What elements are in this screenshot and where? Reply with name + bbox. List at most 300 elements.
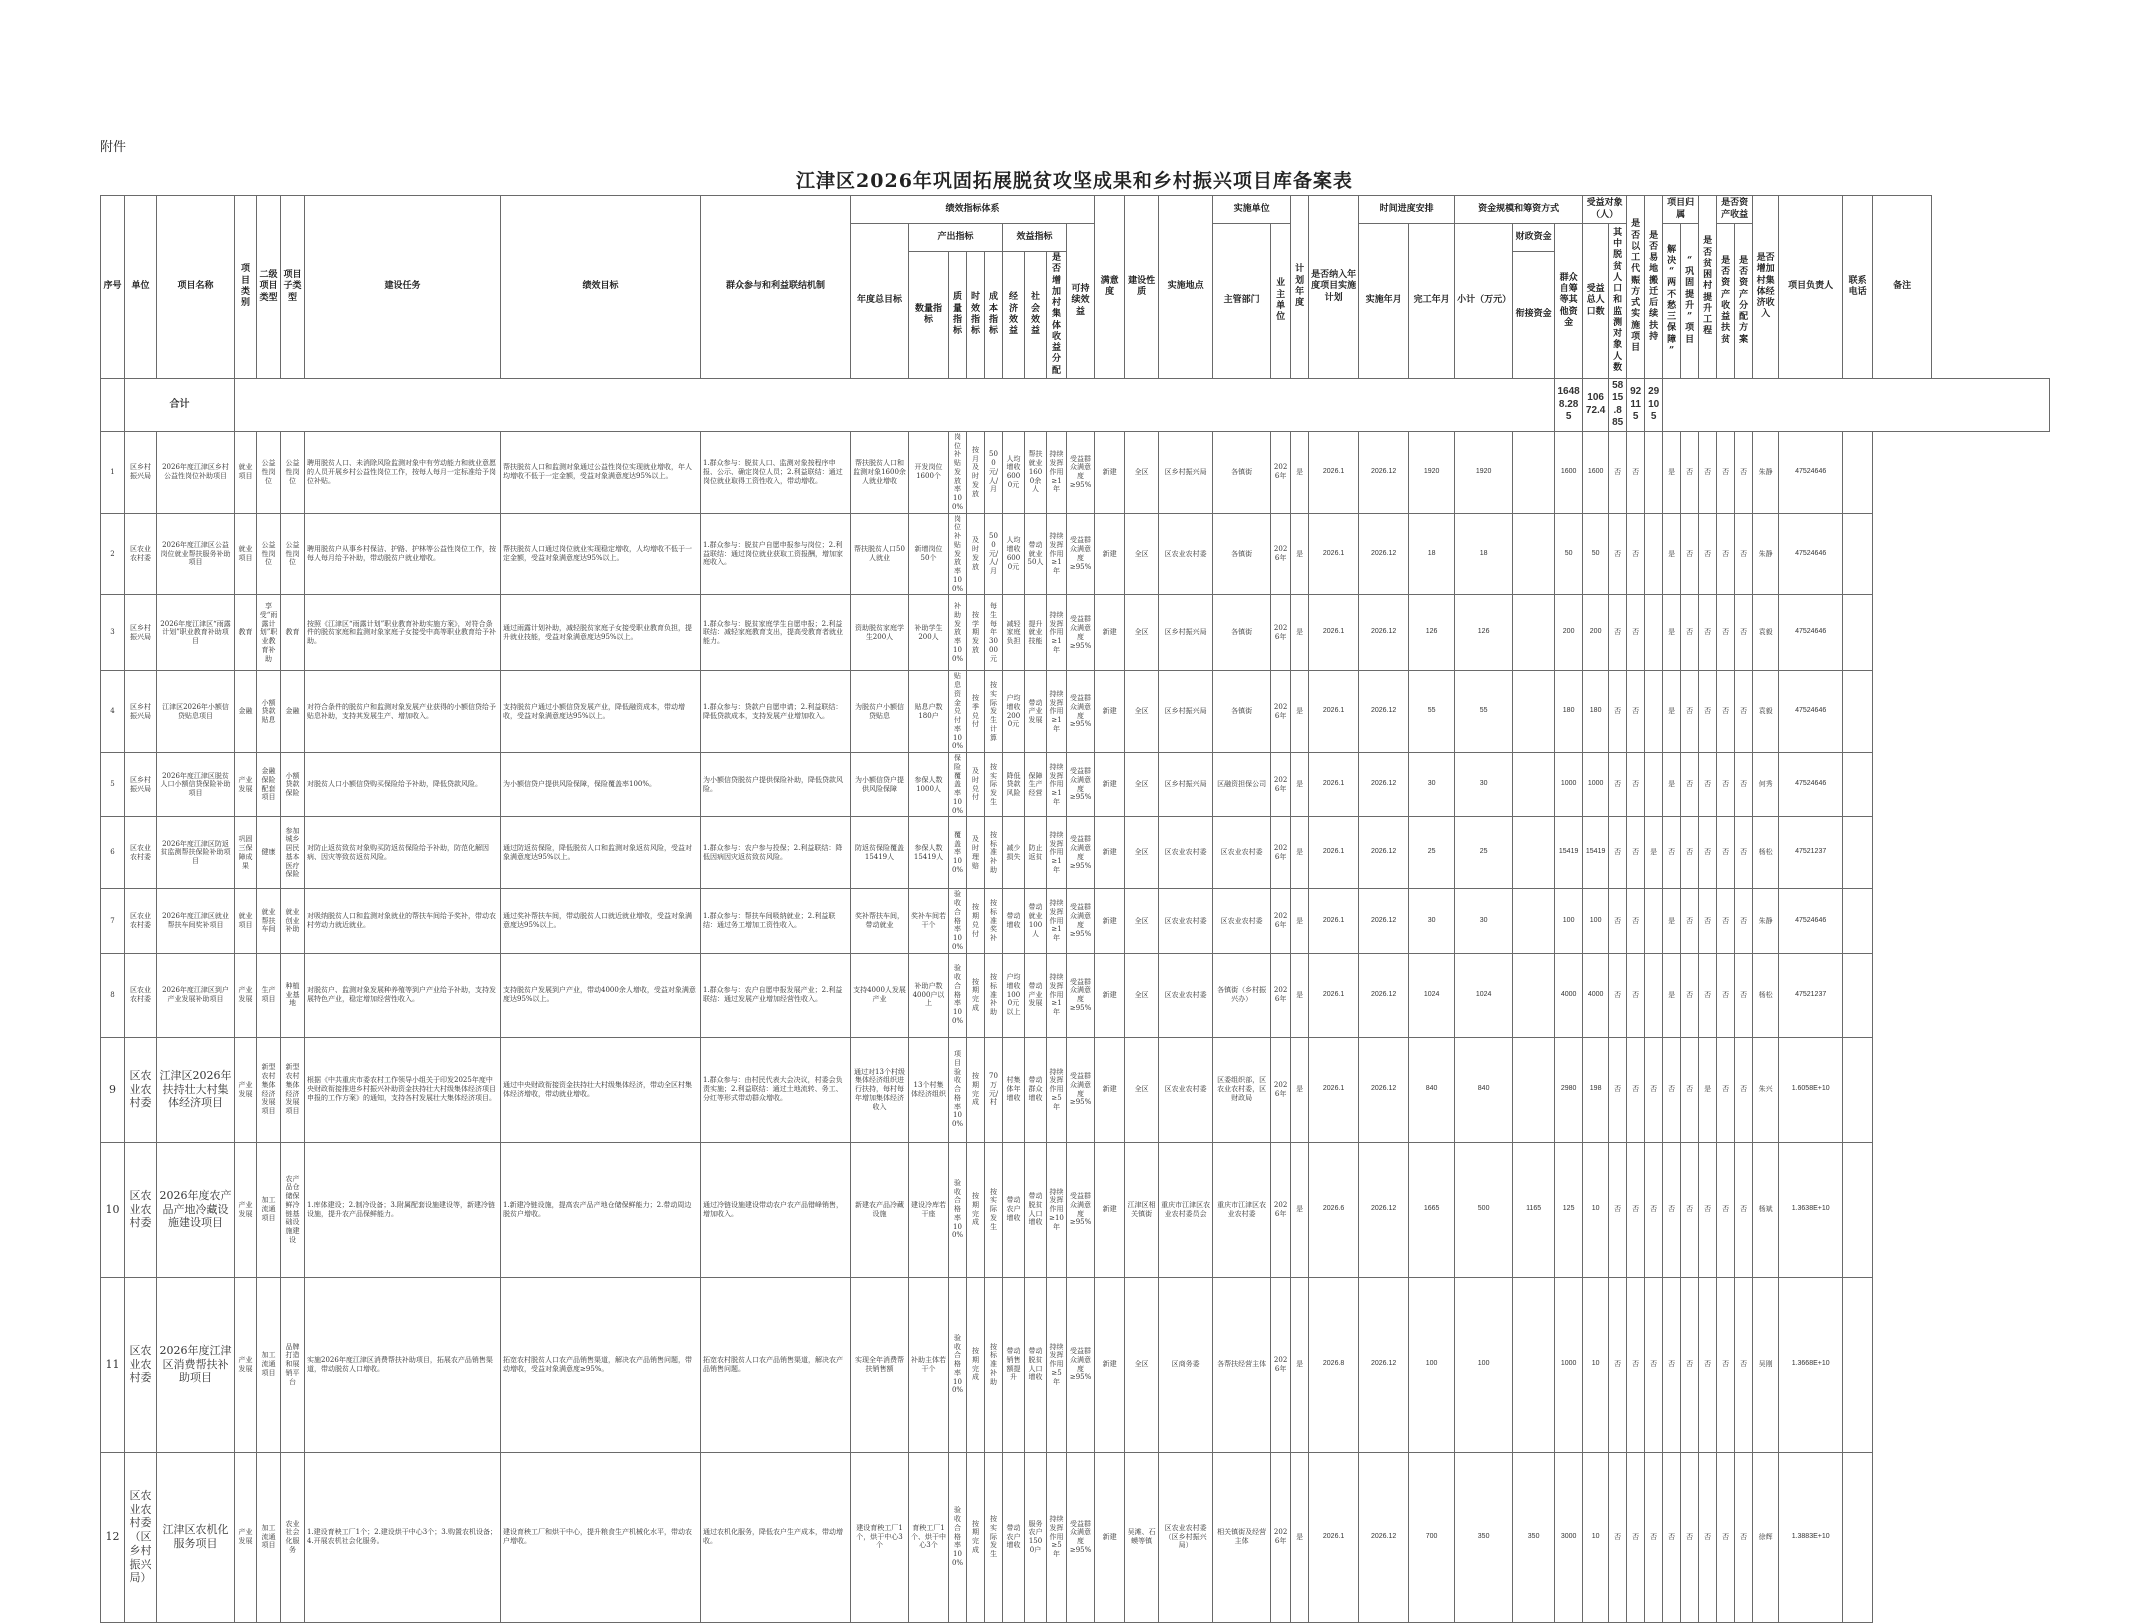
cell-owner: 相关镇街及经营主体: [1213, 1452, 1271, 1622]
cell-self: [1513, 1037, 1555, 1142]
cell-poor: 10: [1583, 1452, 1609, 1622]
cell-year: 2026年: [1271, 513, 1291, 595]
cell-inplan: 是: [1291, 1142, 1309, 1277]
cell-seq: 2: [101, 513, 125, 595]
cell-quality: 覆盖率100%: [949, 817, 967, 889]
cell-asset: 否: [1627, 889, 1645, 953]
cell-ben: 1000: [1555, 753, 1583, 817]
cell-nature: 新建: [1095, 1037, 1125, 1142]
cell-quality: 贴息资金兑付率100%: [949, 671, 967, 753]
cell-qty: 参保人数15419人: [909, 817, 949, 889]
cell-cost: 500元/人/月: [985, 431, 1003, 513]
cell-nature: 新建: [1095, 671, 1125, 753]
cell-end: 2026.12: [1359, 1277, 1409, 1452]
cell-leader: 何秀: [1753, 753, 1779, 817]
summary-self-fund: 5815.885: [1609, 378, 1627, 431]
cell-ab1: 否: [1699, 513, 1717, 595]
cell-inplan: 是: [1291, 1037, 1309, 1142]
cell-inplan: 是: [1291, 595, 1309, 671]
cell-sup: 区乡村振兴局: [1159, 671, 1213, 753]
cell-sustain: 持续发挥作用≥1年: [1047, 889, 1067, 953]
cell-social: 带动产业发展: [1025, 953, 1047, 1037]
cell-year: 2026年: [1271, 753, 1291, 817]
cell-end: 2026.12: [1359, 953, 1409, 1037]
cell-sustain: 持续发挥作用≥1年: [1047, 513, 1067, 595]
cell-sat: 受益群众满意度≥95%: [1067, 1142, 1095, 1277]
cell-coll: 否: [1735, 953, 1753, 1037]
cell-fiscal: 30: [1455, 889, 1513, 953]
cell-ben: 180: [1555, 671, 1583, 753]
cell-asset: 否: [1627, 1142, 1645, 1277]
cell-sustain: 持续发挥作用≥10年: [1047, 1142, 1067, 1277]
cell-content: 根据《中共重庆市委农村工作领导小组关于印发2025年度中央财政衔接推进乡村振兴补助资金扶持壮大村级集体经济项目申报的工作方案》的通知，支持各村发展壮大集体经济项目。: [305, 1037, 501, 1142]
cell-seq: 10: [101, 1142, 125, 1277]
cell-ab1: 否: [1699, 953, 1717, 1037]
cell-loc: 江津区相关镇街: [1125, 1142, 1159, 1277]
cell-social: 服务农户1500户: [1025, 1452, 1047, 1622]
cell-inplan: 是: [1291, 1452, 1309, 1622]
cell-link: 1.群众参与：贷款户自愿申请；2.利益联结：降低贷款成本，支持发展产业增加收入。: [701, 671, 851, 753]
cell-sustain: 持续发挥作用≥1年: [1047, 671, 1067, 753]
cell-phone: 1.6058E+10: [1779, 1037, 1843, 1142]
cell-phone: 1.3668E+10: [1779, 1277, 1843, 1452]
header-effect: 效益指标: [1003, 224, 1067, 252]
table-row: [101, 595, 2050, 671]
cell-econ: 户均增收1000元以上: [1003, 953, 1025, 1037]
cell-t1: 产业发展: [235, 953, 257, 1037]
cell-sup: 区乡村振兴局: [1159, 753, 1213, 817]
table-row: [101, 1037, 2050, 1142]
cell-ab1: 否: [1699, 1277, 1717, 1452]
cell-total: 1024: [1409, 953, 1455, 1037]
cell-seq: 7: [101, 889, 125, 953]
cell-link: 1.群众参与：脱贫家庭学生自愿申报；2.利益联结：减轻家庭教育支出，提高受教育者就业能力。: [701, 595, 851, 671]
cell-ab1: 否: [1699, 1142, 1717, 1277]
cell-content: 实施2026年度江津区消费帮扶补助项目，拓展农产品销售渠道，带动脱贫人口增收。: [305, 1277, 501, 1452]
cell-econ: 带动农户增收: [1003, 1452, 1025, 1622]
cell-t2: 健康: [257, 817, 281, 889]
cell-work: 否: [1609, 953, 1627, 1037]
cell-t3: 农产品仓储保鲜冷链基础设施建设: [281, 1142, 305, 1277]
cell-econ: 人均增收6000元: [1003, 431, 1025, 513]
cell-start: 2026.1: [1309, 817, 1359, 889]
table-row: [101, 953, 2050, 1037]
cell-sup: 区农业农村委: [1159, 513, 1213, 595]
document-title: 江津区2026年巩固拓展脱贫攻坚成果和乡村振兴项目库备案表: [796, 170, 1353, 192]
cell-total: 25: [1409, 817, 1455, 889]
cell-cost: 按标准奖补: [985, 889, 1003, 953]
header-fiscal: 财政资金: [1513, 224, 1555, 252]
cell-seq: 4: [101, 671, 125, 753]
header-schedule: 时间进度安排: [1359, 196, 1455, 224]
cell-link: 为小额信贷脱贫户提供保险补助，降低贷款风险。: [701, 753, 851, 817]
cell-name: 2026年度江津区乡村公益性岗位补助项目: [157, 431, 235, 513]
cell-sup: 区农业农村委: [1159, 889, 1213, 953]
header-type3: 项目子类型: [281, 196, 305, 379]
cell-sustain: 持续发挥作用≥1年: [1047, 953, 1067, 1037]
cell-link: 1.群众参与：农户自愿申报发展产业；2.利益联结：通过发展产业增加经营性收入。: [701, 953, 851, 1037]
cell-start: 2026.1: [1309, 753, 1359, 817]
cell-ab1: 否: [1699, 671, 1717, 753]
cell-sup: 重庆市江津区农业农村委员会: [1159, 1142, 1213, 1277]
cell-self: [1513, 953, 1555, 1037]
table-row: [101, 431, 2050, 513]
cell-cons: 否: [1681, 431, 1699, 513]
cell-phone: 47524646: [1779, 753, 1843, 817]
cell-dept: 区农业农村委（区乡村振兴局）: [125, 1452, 157, 1622]
cell-t3: 公益性岗位: [281, 513, 305, 595]
cell-a: [1645, 671, 1663, 753]
cell-t1: 就业项目: [235, 513, 257, 595]
cell-t3: 小额贷款保险: [281, 753, 305, 817]
cell-goal: 1.新建冷链设施，提高农产品产地仓储保鲜能力；2.带动周边脱贫户增收。: [501, 1142, 701, 1277]
cell-asset: 否: [1627, 953, 1645, 1037]
cell-end: 2026.12: [1359, 889, 1409, 953]
cell-coll: 否: [1735, 1452, 1753, 1622]
header-attr-b: “巩固提升”项目: [1681, 224, 1699, 379]
annex-label: 附件: [100, 140, 127, 155]
cell-econ: 减轻家庭负担: [1003, 595, 1025, 671]
cell-total: 126: [1409, 595, 1455, 671]
cell-cons: 否: [1681, 595, 1699, 671]
cell-total: 18: [1409, 513, 1455, 595]
cell-loc: 吴滩、石蟆等镇: [1125, 1452, 1159, 1622]
cell-econ: 带动农户增收: [1003, 1142, 1025, 1277]
cell-goal2: 为小额信贷户提供风险保障: [851, 753, 909, 817]
cell-sat: 受益群众满意度≥95%: [1067, 671, 1095, 753]
cell-nature: 新建: [1095, 817, 1125, 889]
cell-sat: 受益群众满意度≥95%: [1067, 1037, 1095, 1142]
cell-content: 对脱贫人口小额信贷购买保险给予补助，降低贷款风险。: [305, 753, 501, 817]
cell-self: [1513, 513, 1555, 595]
cell-sup: 区农业农村委: [1159, 817, 1213, 889]
cell-t1: 巩固三保障成果: [235, 817, 257, 889]
cell-phone: 47524646: [1779, 595, 1843, 671]
cell-ab1: 否: [1699, 753, 1717, 817]
cell-owner: 重庆市江津区农业农村委: [1213, 1142, 1271, 1277]
cell-end: 2026.12: [1359, 753, 1409, 817]
cell-qty: 育秧工厂1个、烘干中心3个: [909, 1452, 949, 1622]
cell-loc: 全区: [1125, 817, 1159, 889]
cell-t1: 产业发展: [235, 1452, 257, 1622]
cell-inplan: 是: [1291, 753, 1309, 817]
cell-content: 聘用脱贫人口、未消除风险监测对象中有劳动能力和就业意愿的人员开展乡村公益性岗位工作，按每人每月一定标准给予岗位补贴。: [305, 431, 501, 513]
header-asset-a: 是否资产收益扶贫: [1717, 224, 1735, 379]
cell-remark: [1843, 431, 1873, 513]
cell-seq: 8: [101, 953, 125, 1037]
header-ben-poor: 其中脱贫人口和监测对象人数: [1609, 224, 1627, 379]
cell-qty: 奖补车间若干个: [909, 889, 949, 953]
header-total: 小计（万元）: [1455, 224, 1513, 379]
cell-t1: 就业项目: [235, 889, 257, 953]
cell-time: 按期完成: [967, 1037, 985, 1142]
cell-goal: 通过雨露计划补助，减轻脱贫家庭子女接受职业教育负担，提升就业技能，受益对象满意度达95%以上。: [501, 595, 701, 671]
cell-leader: 朱兴: [1753, 1037, 1779, 1142]
cell-nature: 新建: [1095, 753, 1125, 817]
cell-b: 否: [1663, 1452, 1681, 1622]
cell-end: 2026.12: [1359, 1452, 1409, 1622]
cell-content: 对吸纳脱贫人口和监测对象就业的帮扶车间给予奖补，带动农村劳动力就近就业。: [305, 889, 501, 953]
cell-t1: 产业发展: [235, 753, 257, 817]
cell-social: 带动脱贫人口增收: [1025, 1277, 1047, 1452]
cell-t2: 加工流通项目: [257, 1452, 281, 1622]
cell-start: 2026.1: [1309, 671, 1359, 753]
cell-goal2: 建设育秧工厂1个，烘干中心3个: [851, 1452, 909, 1622]
cell-remark: [1843, 753, 1873, 817]
cell-dept: 区乡村振兴局: [125, 595, 157, 671]
cell-total: 840: [1409, 1037, 1455, 1142]
cell-b: 是: [1663, 431, 1681, 513]
cell-work: 否: [1609, 431, 1627, 513]
cell-goal2: 新建农产品冷藏设施: [851, 1142, 909, 1277]
cell-cost: 70万元/村: [985, 1037, 1003, 1142]
cell-self: [1513, 431, 1555, 513]
cell-ben: 1600: [1555, 431, 1583, 513]
cell-qty: 贴息户数180户: [909, 671, 949, 753]
header-asset-first: 是否易地搬迁后续扶持: [1645, 196, 1663, 379]
cell-poor: 1000: [1583, 753, 1609, 817]
cell-ab1: 否: [1699, 595, 1717, 671]
cell-phone: 1.3638E+10: [1779, 1142, 1843, 1277]
cell-nature: 新建: [1095, 889, 1125, 953]
summary-ben-poor: 29105: [1645, 378, 1663, 431]
cell-work: 否: [1609, 1037, 1627, 1142]
cell-time: 按期完成: [967, 1142, 985, 1277]
cell-ab1: 是: [1699, 1037, 1717, 1142]
table-row: [101, 671, 2050, 753]
cell-t2: 金融保险配套项目: [257, 753, 281, 817]
cell-coll: 否: [1735, 1277, 1753, 1452]
cell-link: 1.群众参与：农户参与投保；2.利益联结：降低因病因灾返贫致贫风险。: [701, 817, 851, 889]
cell-ben: 15419: [1555, 817, 1583, 889]
cell-end: 2026.12: [1359, 1037, 1409, 1142]
cell-sup: 区农业农村委（区乡村振兴局）: [1159, 1452, 1213, 1622]
cell-seq: 9: [101, 1037, 125, 1142]
cell-owner: 区融资担保公司: [1213, 753, 1271, 817]
cell-ab1: 否: [1699, 1452, 1717, 1622]
header-dept: 单位: [125, 196, 157, 379]
cell-time: 按期完成: [967, 1452, 985, 1622]
cell-t2: 公益性岗位: [257, 513, 281, 595]
header-output-quality: 质量指标: [949, 252, 967, 379]
header-effect-collective: 是否增加村集体收益分配: [1047, 252, 1067, 379]
header-phone: 联系电话: [1843, 196, 1873, 379]
cell-cons: 否: [1681, 1142, 1699, 1277]
header-asset-b: 是否资产分配方案: [1735, 224, 1753, 379]
cell-work: 否: [1609, 753, 1627, 817]
cell-t1: 产业发展: [235, 1037, 257, 1142]
cell-owner: 区委组织部，区农业农村委，区财政局: [1213, 1037, 1271, 1142]
cell-poor: 180: [1583, 671, 1609, 753]
cell-asset: 否: [1627, 513, 1645, 595]
cell-goal: 支持脱贫户发展到户产业，带动4000余人增收，受益对象满意度达95%以上。: [501, 953, 701, 1037]
cell-cost: 每生每年3000元: [985, 595, 1003, 671]
cell-total: 1665: [1409, 1142, 1455, 1277]
cell-sat: 受益群众满意度≥95%: [1067, 1277, 1095, 1452]
cell-goal2: 奖补帮扶车间，带动就业: [851, 889, 909, 953]
cell-sustain: 持续发挥作用≥1年: [1047, 595, 1067, 671]
cell-work: 否: [1609, 1277, 1627, 1452]
cell-seq: 11: [101, 1277, 125, 1452]
cell-start: 2026.1: [1309, 1452, 1359, 1622]
cell-econ: 户均增收2000元: [1003, 671, 1025, 753]
cell-t3: 公益性岗位: [281, 431, 305, 513]
cell-inplan: 是: [1291, 513, 1309, 595]
cell-t1: 教育: [235, 595, 257, 671]
cell-quality: 验收合格率100%: [949, 953, 967, 1037]
cell-remark: [1843, 889, 1873, 953]
cell-ab2: 否: [1717, 513, 1735, 595]
cell-time: 按期兑付: [967, 889, 985, 953]
cell-seq: 12: [101, 1452, 125, 1622]
cell-quality: 项目验收合格率100%: [949, 1037, 967, 1142]
cell-coll: 否: [1735, 753, 1753, 817]
cell-time: 按学期发放: [967, 595, 985, 671]
cell-sup: 区乡村振兴局: [1159, 431, 1213, 513]
cell-sustain: 持续发挥作用≥1年: [1047, 817, 1067, 889]
cell-ab2: 否: [1717, 889, 1735, 953]
cell-asset: 否: [1627, 1037, 1645, 1142]
cell-coll: 否: [1735, 671, 1753, 753]
cell-ben: 200: [1555, 595, 1583, 671]
cell-remark: [1843, 1277, 1873, 1452]
cell-year: 2026年: [1271, 595, 1291, 671]
cell-t2: 生产项目: [257, 953, 281, 1037]
cell-t2: 公益性岗位: [257, 431, 281, 513]
header-owner: 业主单位: [1271, 224, 1291, 379]
cell-b: 是: [1663, 513, 1681, 595]
cell-cons: 否: [1681, 889, 1699, 953]
cell-goal: 拓宽农村脱贫人口农产品销售渠道，解决农产品销售问题，带动增收，受益对象满意度≥95%。: [501, 1277, 701, 1452]
cell-dept: 区农业农村委: [125, 1037, 157, 1142]
cell-leader: 杨斌: [1753, 1142, 1779, 1277]
cell-content: 对符合条件的脱贫户和监测对象发展产业获得的小额信贷给予贴息补助，支持其发展生产、增加收入。: [305, 671, 501, 753]
cell-asset: 否: [1627, 1452, 1645, 1622]
cell-loc: 全区: [1125, 1037, 1159, 1142]
cell-fiscal: 500: [1455, 1142, 1513, 1277]
cell-leader: 朱静: [1753, 431, 1779, 513]
project-table-container: [100, 195, 2050, 1623]
cell-end: 2026.12: [1359, 513, 1409, 595]
cell-econ: 减少损失: [1003, 817, 1025, 889]
header-type1: 项目类别: [235, 196, 257, 379]
cell-social: 提升就业技能: [1025, 595, 1047, 671]
cell-content: 按照《江津区“雨露计划”职业教育补助实施方案》，对符合条件的脱贫家庭和监测对象家庭子女接受中高等职业教育给予补助。: [305, 595, 501, 671]
header-effect-econ: 经济效益: [1003, 252, 1025, 379]
cell-inplan: 是: [1291, 1277, 1309, 1452]
cell-t2: 享受“雨露计划”职业教育补助: [257, 595, 281, 671]
cell-loc: 全区: [1125, 431, 1159, 513]
cell-ab2: 否: [1717, 817, 1735, 889]
cell-t3: 参加城乡居民基本医疗保险: [281, 817, 305, 889]
header-seq: 序号: [101, 196, 125, 379]
cell-phone: 47521237: [1779, 953, 1843, 1037]
cell-leader: 朱静: [1753, 513, 1779, 595]
cell-content: 对防止返贫致贫对象购买防返贫保险给予补助，防范化解因病、因灾等致贫返贫风险。: [305, 817, 501, 889]
cell-leader: 朱静: [1753, 889, 1779, 953]
table-row: [101, 1142, 2050, 1277]
cell-cons: 否: [1681, 1037, 1699, 1142]
cell-fiscal: 840: [1455, 1037, 1513, 1142]
cell-cost: 按实际发生: [985, 1142, 1003, 1277]
cell-end: 2026.12: [1359, 817, 1409, 889]
cell-ab2: 否: [1717, 1142, 1735, 1277]
cell-t3: 新型农村集体经济发展项目: [281, 1037, 305, 1142]
cell-poor: 4000: [1583, 953, 1609, 1037]
cell-poor: 200: [1583, 595, 1609, 671]
cell-start: 2026.1: [1309, 595, 1359, 671]
cell-t3: 金融: [281, 671, 305, 753]
cell-self: [1513, 753, 1555, 817]
summary-total: 16488.285: [1555, 378, 1583, 431]
cell-end: 2026.12: [1359, 431, 1409, 513]
cell-link: 通过农机化服务，降低农户生产成本，带动增收。: [701, 1452, 851, 1622]
cell-fiscal: 126: [1455, 595, 1513, 671]
cell-t2: 就业帮扶车间: [257, 889, 281, 953]
cell-remark: [1843, 1142, 1873, 1277]
cell-work: 否: [1609, 889, 1627, 953]
cell-a: [1645, 595, 1663, 671]
cell-self: [1513, 595, 1555, 671]
cell-sat: 受益群众满意度≥95%: [1067, 431, 1095, 513]
cell-ben: 50: [1555, 513, 1583, 595]
cell-total: 30: [1409, 889, 1455, 953]
cell-content: 1.建设育秧工厂1个；2.建设烘干中心3个；3.购置农机设备；4.开展农机社会化服务。: [305, 1452, 501, 1622]
header-content: 建设任务: [305, 196, 501, 379]
cell-owner: 各镇街: [1213, 431, 1271, 513]
cell-year: 2026年: [1271, 889, 1291, 953]
cell-sup: 区农业农村委: [1159, 953, 1213, 1037]
cell-loc: 全区: [1125, 513, 1159, 595]
cell-year: 2026年: [1271, 1142, 1291, 1277]
cell-a: [1645, 431, 1663, 513]
header-in-plan: 是否纳入年度项目实施计划: [1309, 196, 1359, 379]
cell-qty: 补助户数4000户以上: [909, 953, 949, 1037]
cell-social: 保障生产经营: [1025, 753, 1047, 817]
cell-ab2: 否: [1717, 1277, 1735, 1452]
cell-owner: 各镇街: [1213, 513, 1271, 595]
cell-sat: 受益群众满意度≥95%: [1067, 889, 1095, 953]
cell-dept: 区农业农村委: [125, 953, 157, 1037]
cell-work: 否: [1609, 595, 1627, 671]
cell-leader: 袁毅: [1753, 595, 1779, 671]
cell-link: 1.群众参与：由村民代表大会决议，村委会负责实施；2.利益联结：通过土地流转、务工、分红等形式带动群众增收。: [701, 1037, 851, 1142]
table-row: [101, 1452, 2050, 1622]
cell-b: 否: [1663, 1277, 1681, 1452]
summary-row: [101, 378, 2050, 431]
cell-a: [1645, 513, 1663, 595]
cell-ab2: 否: [1717, 1037, 1735, 1142]
cell-goal: 通过防返贫保险，降低脱贫人口和监测对象返贫风险，受益对象满意度达95%以上。: [501, 817, 701, 889]
cell-sustain: 持续发挥作用≥1年: [1047, 431, 1067, 513]
header-type2: 二级项目类型: [257, 196, 281, 379]
cell-link: 通过冷链设施建设带动农户农产品错峰销售，增加收入。: [701, 1142, 851, 1277]
cell-owner: 各镇街（乡村振兴办）: [1213, 953, 1271, 1037]
cell-t2: 加工流通项目: [257, 1142, 281, 1277]
cell-nature: 新建: [1095, 953, 1125, 1037]
cell-goal: 通过奖补帮扶车间，带动脱贫人口就近就业增收，受益对象满意度达95%以上。: [501, 889, 701, 953]
cell-coll: 否: [1735, 431, 1753, 513]
cell-t3: 教育: [281, 595, 305, 671]
cell-seq: 1: [101, 431, 125, 513]
cell-poor: 10: [1583, 1277, 1609, 1452]
cell-t3: 就业创业补助: [281, 889, 305, 953]
header-self-fund: 群众自筹等其他资金: [1555, 224, 1583, 379]
cell-year: 2026年: [1271, 671, 1291, 753]
cell-b: 是: [1663, 671, 1681, 753]
cell-quality: 验收合格率100%: [949, 1142, 967, 1277]
cell-cons: 否: [1681, 953, 1699, 1037]
